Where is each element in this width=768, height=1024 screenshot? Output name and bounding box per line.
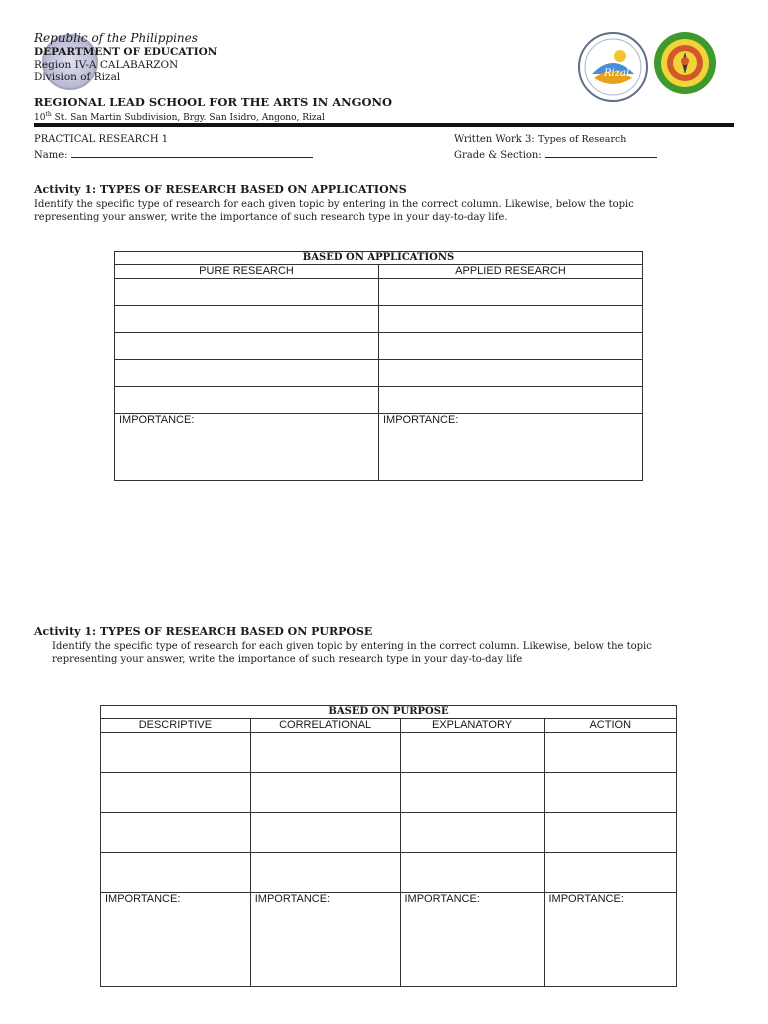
importance-cell-explanatory[interactable]	[400, 893, 544, 987]
grade-section-field[interactable]	[454, 147, 657, 162]
answer-cell[interactable]	[400, 853, 544, 893]
importance-label: IMPORTANCE:	[404, 893, 480, 905]
answer-cell[interactable]	[115, 306, 379, 333]
answer-cell[interactable]	[379, 360, 643, 387]
applications-table-title: BASED ON APPLICATIONS	[115, 252, 643, 265]
answer-cell[interactable]	[250, 853, 400, 893]
answer-cell[interactable]	[101, 733, 251, 773]
purpose-table	[100, 705, 677, 987]
answer-cell[interactable]	[115, 279, 379, 306]
importance-cell-applied[interactable]	[379, 414, 643, 481]
school-name: REGIONAL LEAD SCHOOL FOR THE ARTS IN ANGONO	[34, 95, 393, 109]
answer-cell[interactable]	[379, 279, 643, 306]
republic-label: Republic of the Philippines	[34, 31, 198, 45]
importance-label: IMPORTANCE:	[548, 893, 624, 905]
name-field[interactable]	[34, 147, 313, 162]
importance-cell-action[interactable]	[544, 893, 677, 987]
answer-cell[interactable]	[101, 813, 251, 853]
answer-cell[interactable]	[379, 306, 643, 333]
answer-cell[interactable]	[250, 813, 400, 853]
column-header-action: ACTION	[544, 719, 677, 733]
answer-cell[interactable]	[250, 733, 400, 773]
grade-section-input-line[interactable]	[545, 147, 657, 158]
grade-section-label: Grade & Section:	[454, 150, 542, 161]
answer-cell[interactable]	[379, 387, 643, 414]
activity1-title: Activity 1: TYPES OF RESEARCH BASED ON APPLICATIONS	[34, 183, 407, 196]
answer-cell[interactable]	[101, 773, 251, 813]
applications-table	[114, 251, 643, 481]
answer-cell[interactable]	[250, 773, 400, 813]
answer-cell[interactable]	[101, 853, 251, 893]
answer-cell[interactable]	[115, 387, 379, 414]
column-header-explanatory: EXPLANATORY	[400, 719, 544, 733]
importance-label: IMPORTANCE:	[119, 414, 195, 426]
importance-cell-correlational[interactable]	[250, 893, 400, 987]
answer-cell[interactable]	[115, 360, 379, 387]
importance-label: IMPORTANCE:	[254, 893, 331, 905]
answer-cell[interactable]	[400, 813, 544, 853]
answer-cell[interactable]	[115, 333, 379, 360]
importance-label: IMPORTANCE:	[383, 414, 459, 426]
answer-cell[interactable]	[544, 773, 677, 813]
column-header-applied: APPLIED RESEARCH	[379, 265, 643, 279]
answer-cell[interactable]	[400, 773, 544, 813]
column-header-pure: PURE RESEARCH	[115, 265, 379, 279]
column-header-correlational: CORRELATIONAL	[250, 719, 400, 733]
header-divider	[34, 123, 734, 127]
name-input-line[interactable]	[71, 147, 313, 158]
rizal-division-logo-icon	[578, 32, 648, 102]
rizal-logo-text: Rizal	[604, 68, 630, 79]
written-work-label: Written Work 3: Types of Research	[454, 134, 627, 145]
activity2-title: Activity 1: TYPES OF RESEARCH BASED ON PURPOSE	[34, 625, 373, 638]
activity1-instructions: Identify the specific type of research for each given topic by entering in the correct column. Likewise, below the topic representing your answer, write the importance of such research type in your day-to-day life.	[34, 199, 634, 223]
name-label: Name:	[34, 150, 68, 161]
subject-label: PRACTICAL RESEARCH 1	[34, 134, 169, 145]
column-header-descriptive: DESCRIPTIVE	[101, 719, 251, 733]
answer-cell[interactable]	[544, 813, 677, 853]
purpose-table-title: BASED ON PURPOSE	[101, 706, 677, 719]
answer-cell[interactable]	[544, 853, 677, 893]
division-label: Division of Rizal	[34, 71, 121, 83]
importance-cell-descriptive[interactable]	[101, 893, 251, 987]
answer-cell[interactable]	[400, 733, 544, 773]
importance-cell-pure[interactable]	[115, 414, 379, 481]
region-label: Region IV-A CALABARZON	[34, 59, 179, 71]
importance-label: IMPORTANCE:	[105, 893, 181, 905]
school-seal-icon	[652, 30, 718, 96]
department-label: DEPARTMENT OF EDUCATION	[34, 46, 218, 58]
answer-cell[interactable]	[544, 733, 677, 773]
activity2-instructions: Identify the specific type of research for each given topic by entering in the correct column. Likewise, below the topic representing your answer, write the importance of such research type in your day-to-day life	[52, 641, 652, 665]
school-address: 10th St. San Martin Subdivision, Brgy. San Isidro, Angono, Rizal	[34, 111, 325, 123]
answer-cell[interactable]	[379, 333, 643, 360]
